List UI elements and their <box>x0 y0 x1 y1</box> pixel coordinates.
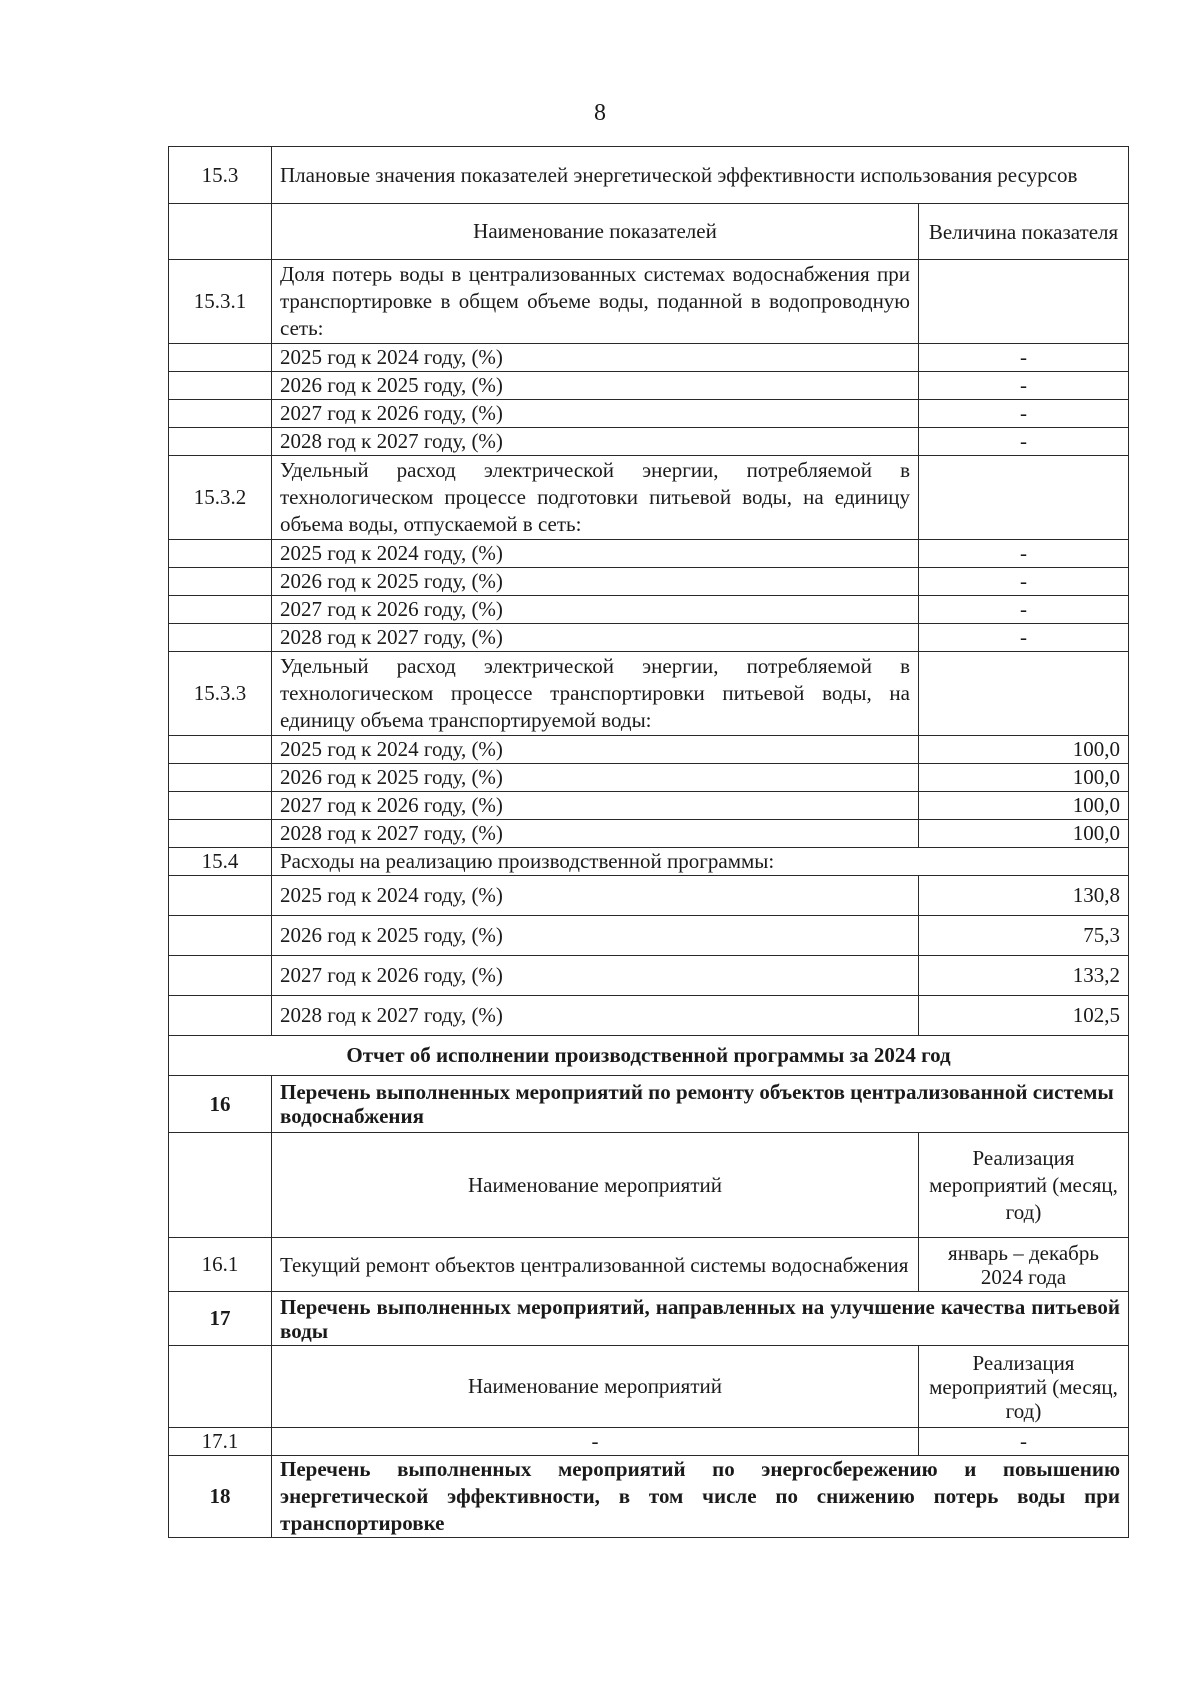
table-row <box>169 956 1129 996</box>
section-number: 15.3.2 <box>169 456 272 540</box>
row-value: 100,0 <box>919 736 1129 764</box>
row-label: 2027 год к 2026 году, (%) <box>272 596 919 624</box>
empty-cell <box>169 820 272 848</box>
row-label: 2025 год к 2024 году, (%) <box>272 344 919 372</box>
report-heading-row <box>169 1036 1129 1076</box>
empty-cell <box>169 1346 272 1428</box>
empty-cell <box>169 764 272 792</box>
table-row <box>169 428 1129 456</box>
empty-cell <box>169 372 272 400</box>
row-value: 100,0 <box>919 792 1129 820</box>
empty-cell <box>169 428 272 456</box>
indicator-header-row <box>169 204 1129 260</box>
table-row <box>169 372 1129 400</box>
section-title: Перечень выполненных мероприятий по энергосбережению и повышению энергетической эффективности, в том числе по снижению потерь воды при транспортировке <box>272 1456 1129 1538</box>
row-value: - <box>919 344 1129 372</box>
column-header-name: Наименование мероприятий <box>272 1133 919 1238</box>
empty-cell <box>169 624 272 652</box>
row-value: 100,0 <box>919 764 1129 792</box>
table-row <box>169 1238 1129 1292</box>
row-label: 2026 год к 2025 году, (%) <box>272 568 919 596</box>
section-title: Перечень выполненных мероприятий, направленных на улучшение качества питьевой воды <box>272 1292 1129 1346</box>
column-header-value: Реализация мероприятий (месяц, год) <box>919 1346 1129 1428</box>
measures-header-row <box>169 1346 1129 1428</box>
table-row <box>169 792 1129 820</box>
row-label: 2025 год к 2024 году, (%) <box>272 876 919 916</box>
section-number: 16 <box>169 1076 272 1133</box>
section-number: 18 <box>169 1456 272 1538</box>
section-15-3-row <box>169 147 1129 204</box>
empty-cell <box>169 996 272 1036</box>
empty-cell <box>919 260 1129 344</box>
empty-cell <box>169 1133 272 1238</box>
empty-cell <box>169 876 272 916</box>
row-value: - <box>919 568 1129 596</box>
row-label: 2027 год к 2026 году, (%) <box>272 956 919 996</box>
section-18-row <box>169 1456 1129 1538</box>
empty-cell <box>169 792 272 820</box>
row-label: 2025 год к 2024 году, (%) <box>272 540 919 568</box>
column-header-value: Величина показателя <box>919 204 1129 260</box>
table-row <box>169 624 1129 652</box>
row-value: - <box>919 540 1129 568</box>
empty-cell <box>169 540 272 568</box>
row-label: 2027 год к 2026 году, (%) <box>272 400 919 428</box>
measures-header-row <box>169 1133 1129 1238</box>
table-row <box>169 400 1129 428</box>
table-row <box>169 764 1129 792</box>
row-label: - <box>272 1428 919 1456</box>
section-number: 15.4 <box>169 848 272 876</box>
table-row <box>169 820 1129 848</box>
row-label: 2027 год к 2026 году, (%) <box>272 792 919 820</box>
row-value: 102,5 <box>919 996 1129 1036</box>
row-label: 2028 год к 2027 году, (%) <box>272 820 919 848</box>
empty-cell <box>919 652 1129 736</box>
section-title: Перечень выполненных мероприятий по ремонту объектов централизованной системы водоснабжения <box>272 1076 1129 1133</box>
section-16-row <box>169 1076 1129 1133</box>
row-value: - <box>919 428 1129 456</box>
table-row <box>169 736 1129 764</box>
table-row <box>169 1428 1129 1456</box>
section-15-4-row <box>169 848 1129 876</box>
empty-cell <box>169 956 272 996</box>
table-row <box>169 344 1129 372</box>
row-label: 2026 год к 2025 году, (%) <box>272 764 919 792</box>
indicator-title: Доля потерь воды в централизованных системах водоснабжения при транспортировке в общем объеме воды, поданной в водопроводную сеть: <box>272 260 919 344</box>
row-label: 2026 год к 2025 году, (%) <box>272 372 919 400</box>
empty-cell <box>919 456 1129 540</box>
table-row <box>169 596 1129 624</box>
section-number: 17 <box>169 1292 272 1346</box>
row-value: 130,8 <box>919 876 1129 916</box>
section-15-3-3-row <box>169 652 1129 736</box>
row-value: - <box>919 400 1129 428</box>
empty-cell <box>169 596 272 624</box>
row-value: - <box>919 1428 1129 1456</box>
table-row <box>169 568 1129 596</box>
table-row <box>169 876 1129 916</box>
table-row <box>169 540 1129 568</box>
section-title: Плановые значения показателей энергетической эффективности использования ресурсов <box>272 147 1129 204</box>
item-number: 17.1 <box>169 1428 272 1456</box>
table-row <box>169 916 1129 956</box>
section-15-3-1-row <box>169 260 1129 344</box>
indicator-title: Удельный расход электрической энергии, потребляемой в технологическом процессе транспортировки питьевой воды, на единицу объема транспортируемой воды: <box>272 652 919 736</box>
section-17-row <box>169 1292 1129 1346</box>
row-label: Текущий ремонт объектов централизованной системы водоснабжения <box>272 1238 919 1292</box>
section-15-3-2-row <box>169 456 1129 540</box>
row-value: - <box>919 624 1129 652</box>
column-header-name: Наименование показателей <box>272 204 919 260</box>
table-row <box>169 996 1129 1036</box>
empty-cell <box>169 916 272 956</box>
section-number: 15.3.3 <box>169 652 272 736</box>
row-value: январь – декабрь 2024 года <box>919 1238 1129 1292</box>
item-number: 16.1 <box>169 1238 272 1292</box>
row-label: 2025 год к 2024 году, (%) <box>272 736 919 764</box>
empty-cell <box>169 736 272 764</box>
section-number: 15.3.1 <box>169 260 272 344</box>
row-label: 2028 год к 2027 году, (%) <box>272 624 919 652</box>
row-value: - <box>919 372 1129 400</box>
empty-cell <box>169 344 272 372</box>
section-title: Расходы на реализацию производственной программы: <box>272 848 1129 876</box>
section-number: 15.3 <box>169 147 272 204</box>
row-label: 2026 год к 2025 году, (%) <box>272 916 919 956</box>
indicator-title: Удельный расход электрической энергии, потребляемой в технологическом процессе подготовки питьевой воды, на единицу объема воды, отпускаемой в сеть: <box>272 456 919 540</box>
program-table <box>168 146 1129 1538</box>
row-value: 133,2 <box>919 956 1129 996</box>
row-label: 2028 год к 2027 году, (%) <box>272 996 919 1036</box>
report-heading: Отчет об исполнении производственной программы за 2024 год <box>169 1036 1129 1076</box>
empty-cell <box>169 204 272 260</box>
page-number: 8 <box>594 100 606 126</box>
column-header-value: Реализация мероприятий (месяц, год) <box>919 1133 1129 1238</box>
row-value: 100,0 <box>919 820 1129 848</box>
row-value: 75,3 <box>919 916 1129 956</box>
row-value: - <box>919 596 1129 624</box>
column-header-name: Наименование мероприятий <box>272 1346 919 1428</box>
empty-cell <box>169 400 272 428</box>
empty-cell <box>169 568 272 596</box>
row-label: 2028 год к 2027 году, (%) <box>272 428 919 456</box>
